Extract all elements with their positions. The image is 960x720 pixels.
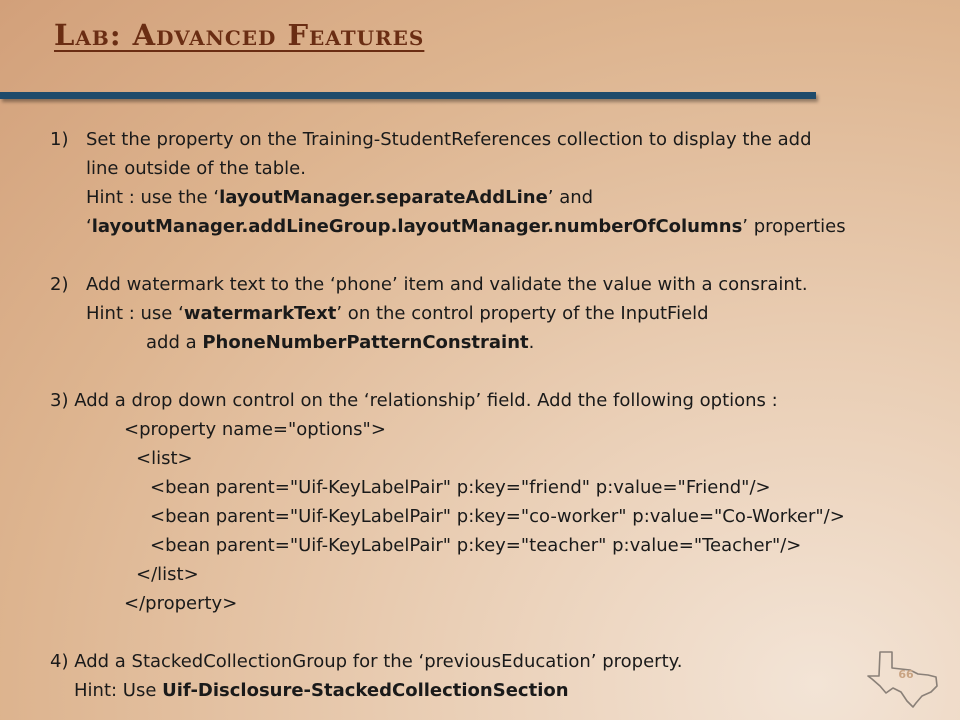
item-2-line-1: 2) Add watermark text to the ‘phone’ item and validate the value with a consraint. [50,270,930,299]
instruction-list [50,125,930,705]
item-1-hint-1: Hint : use the ‘layoutManager.separateAddLine’ and [86,187,594,208]
code-line-bean-coworker: <bean parent="Uif-KeyLabelPair" p:key="co-worker" p:value="Co-Worker"/> [150,506,845,527]
code-line-property-open: <property name="options"> [124,419,386,440]
item-1-hint-2: ‘layoutManager.addLineGroup.layoutManager.numberOfColumns’ properties [86,216,846,237]
item-1-line-2: line outside of the table. [86,158,306,179]
title-rule [0,92,816,99]
item-4-hint: Hint: Use Uif-Disclosure-StackedCollectionSection [74,680,569,701]
code-line-bean-teacher: <bean parent="Uif-KeyLabelPair" p:key="teacher" p:value="Teacher"/> [150,535,802,556]
code-line-bean-friend: <bean parent="Uif-KeyLabelPair" p:key="friend" p:value="Friend"/> [150,477,771,498]
item-2-hint-1: Hint : use ‘watermarkText’ on the control property of the InputField [86,303,709,324]
slide-title: Lab: Advanced Features [54,18,425,52]
item-4-line-1: 4) Add a StackedCollectionGroup for the ‘previousEducation’ property. [50,651,683,672]
code-line-property-close: </property> [124,593,238,614]
item-1-line-1: 1) Set the property on the Training-StudentReferences collection to display the add [50,125,930,154]
code-line-list-close: </list> [136,564,199,585]
item-1-number: 1) [50,129,69,150]
page-number: 66 [898,668,914,681]
code-line-list-open: <list> [136,448,193,469]
item-3-line-1: 3) Add a drop down control on the ‘relationship’ field. Add the following options : [50,390,778,411]
item-2-number: 2) [50,274,69,295]
item-2-hint-2: add a PhoneNumberPatternConstraint. [146,332,535,353]
